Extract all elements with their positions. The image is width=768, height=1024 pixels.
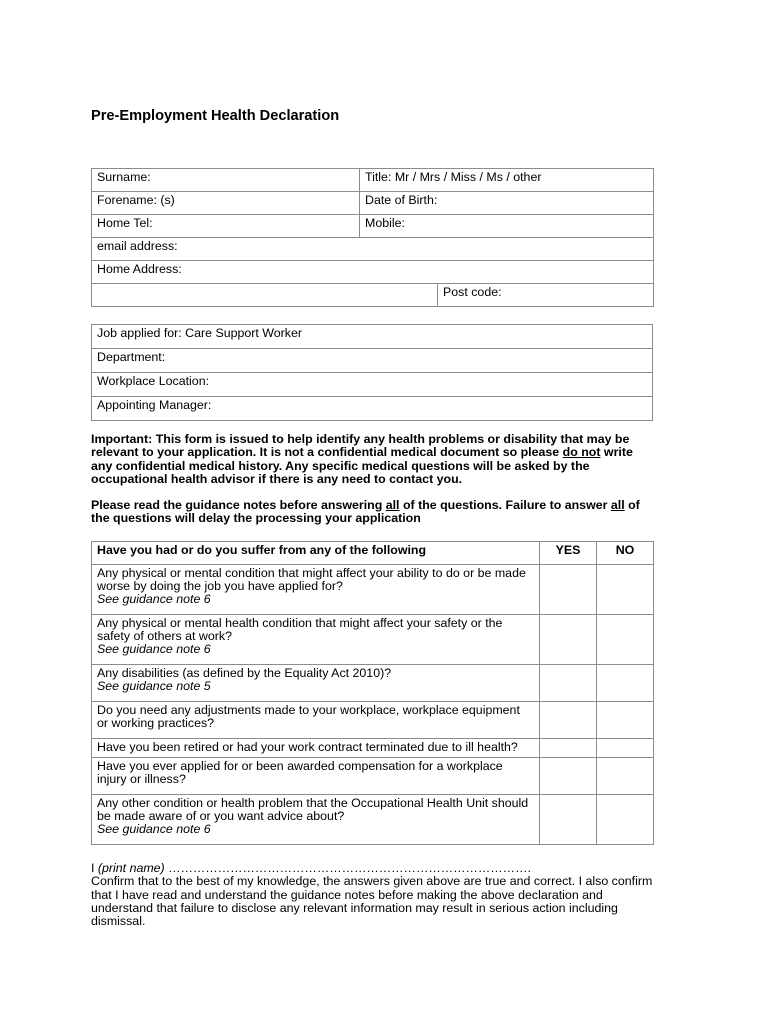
yes-cell[interactable] — [540, 739, 597, 758]
yes-header: YES — [540, 542, 597, 565]
print-name-line[interactable] — [91, 862, 653, 875]
question-text — [92, 665, 540, 702]
question-label: Any disabilities (as defined by the Equality Act 2010)? — [97, 666, 392, 680]
yes-cell[interactable] — [540, 565, 597, 615]
guidance-text-3: of the questions will delay the processing your application — [91, 498, 640, 526]
page-title: Pre-Employment Health Declaration — [91, 108, 340, 124]
no-cell[interactable] — [597, 739, 654, 758]
question-text — [92, 758, 540, 795]
print-name-dots: ……………………………………………………………………………. — [164, 861, 531, 875]
question-text — [92, 565, 540, 615]
important-notice — [91, 433, 653, 486]
surname-field[interactable]: Surname: — [92, 169, 360, 192]
home-address-field[interactable]: Home Address: — [92, 261, 654, 284]
question-label: Any other condition or health problem that the Occupational Health Unit should be made aware of or you want advice about? — [97, 796, 529, 823]
question-label: Have you ever applied for or been awarded compensation for a workplace injury or illness? — [97, 759, 503, 786]
guidance-text-1: Please read the guidance notes before answering — [91, 498, 386, 512]
yes-cell[interactable] — [540, 702, 597, 739]
title-field[interactable]: Title: Mr / Mrs / Miss / Ms / other — [360, 169, 654, 192]
question-row — [92, 702, 654, 739]
forename-field[interactable]: Forename: (s) — [92, 192, 360, 215]
yes-cell[interactable] — [540, 615, 597, 665]
declaration — [91, 862, 653, 928]
postcode-field[interactable]: Post code: — [438, 284, 654, 307]
question-text — [92, 795, 540, 845]
job-details-table — [91, 324, 653, 421]
question-text — [92, 739, 540, 758]
appointing-manager-field[interactable]: Appointing Manager: — [92, 397, 653, 421]
health-questions-table — [91, 541, 654, 845]
guidance-note: See guidance note 6 — [97, 822, 211, 836]
declaration-i: I — [91, 861, 98, 875]
job-applied-field[interactable]: Job applied for: Care Support Worker — [92, 325, 653, 349]
question-row — [92, 739, 654, 758]
guidance-underline-1: all — [385, 498, 400, 512]
question-row — [92, 758, 654, 795]
question-row — [92, 565, 654, 615]
no-cell[interactable] — [597, 665, 654, 702]
print-name-label: (print name) — [97, 861, 165, 875]
question-text — [92, 702, 540, 739]
declaration-text: Confirm that to the best of my knowledge, the answers given above are true and correct. I also confirm that I have read and understand the guidance notes before making the above declaration and understand that failure to disclose any relevant information may result in serious action including dismissal. — [91, 874, 653, 929]
question-text — [92, 615, 540, 665]
guidance-underline-2: all — [610, 498, 625, 512]
question-label: Have you been retired or had your work contract terminated due to ill health? — [97, 741, 518, 754]
yes-cell[interactable] — [540, 758, 597, 795]
address-line-field[interactable] — [92, 284, 438, 307]
yes-cell[interactable] — [540, 795, 597, 845]
question-row — [92, 795, 654, 845]
important-text-1: Important: This form is issued to help identify any health problems or disability that may be relevant to your application. It is not a confidential medical document so please — [91, 432, 630, 460]
workplace-location-field[interactable]: Workplace Location: — [92, 373, 653, 397]
guidance-notice — [91, 499, 653, 526]
no-cell[interactable] — [597, 758, 654, 795]
guidance-note: See guidance note 6 — [97, 642, 211, 656]
question-label: Any physical or mental condition that might affect your ability to do or be made worse by doing the job you have applied for? — [97, 566, 526, 593]
no-cell[interactable] — [597, 795, 654, 845]
personal-details-table — [91, 168, 654, 307]
dob-field[interactable]: Date of Birth: — [360, 192, 654, 215]
important-text-2: write any confidential medical history. Any specific medical questions will be asked by the occupational health advisor if there is any need to contact you. — [91, 445, 633, 486]
yes-cell[interactable] — [540, 665, 597, 702]
guidance-note: See guidance note 6 — [97, 592, 211, 606]
mobile-field[interactable]: Mobile: — [360, 215, 654, 238]
question-label: Do you need any adjustments made to your workplace, workplace equipment or working practices? — [97, 703, 520, 730]
email-field[interactable]: email address: — [92, 238, 654, 261]
no-cell[interactable] — [597, 565, 654, 615]
department-field[interactable]: Department: — [92, 349, 653, 373]
questions-header: Have you had or do you suffer from any of the following — [92, 542, 540, 565]
important-underline: do not — [562, 445, 601, 460]
no-cell[interactable] — [597, 702, 654, 739]
question-row — [92, 665, 654, 702]
no-cell[interactable] — [597, 615, 654, 665]
guidance-note: See guidance note 5 — [97, 679, 211, 693]
guidance-text-2: of the questions. Failure to answer — [399, 498, 611, 512]
question-row — [92, 615, 654, 665]
question-label: Any physical or mental health condition that might affect your safety or the safety of others at work? — [97, 616, 503, 643]
home-tel-field[interactable]: Home Tel: — [92, 215, 360, 238]
no-header: NO — [597, 542, 654, 565]
